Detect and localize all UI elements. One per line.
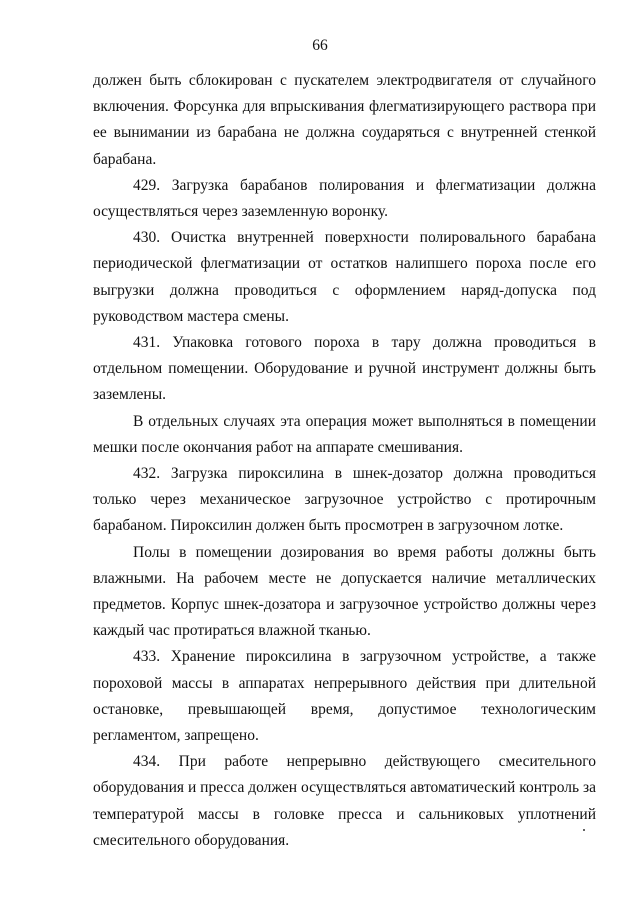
paragraph-430: 430. Очистка внутренней поверхности полировального барабана периодической флегматизации от остатков налипшего пороха после его выгрузки должна проводиться с оформлением наряд-допуска под руководством мастера смены. <box>93 229 596 325</box>
scan-speck <box>583 829 585 831</box>
paragraph-431: 431. Упаковка готового пороха в тару должна проводиться в отдельном помещении. Оборудование и ручной инструмент должны быть заземлены. <box>93 334 596 404</box>
paragraph-continuation: должен быть сблокирован с пускателем электродвигателя от случайного включения. Форсунка для впрыскивания флегматизирующего раствора при ее вынимании из барабана не должна соударяться с внутренней стенкой барабана. <box>93 72 596 168</box>
paragraph-434: 434. При работе непрерывно действующего смесительного оборудования и пресса должен осуществляться автоматический контроль за температурой массы в головке пресса и сальниковых уплотнений смесительного оборудования. <box>93 753 596 849</box>
paragraph-432: 432. Загрузка пироксилина в шнек-дозатор должна проводиться только через механическое загрузочное устройство с протирочным барабаном. Пироксилин должен быть просмотрен в загрузочном лотке. <box>93 465 596 535</box>
paragraph-431-note: В отдельных случаях эта операция может выполняться в помещении мешки после окончания работ на аппарате смешивания. <box>93 412 596 456</box>
document-body <box>93 68 596 854</box>
paragraph-432-note: Полы в помещении дозирования во время работы должны быть влажными. На рабочем месте не допускается наличие металлических предметов. Корпус шнек-дозатора и загрузочное устройство должны через каждый час протираться влажной тканью. <box>93 543 596 640</box>
paragraph-429: 429. Загрузка барабанов полирования и флегматизации должна осуществляться через заземленную воронку. <box>93 176 596 221</box>
page-number: 66 <box>312 37 328 54</box>
paragraph-433: 433. Хранение пироксилина в загрузочном устройстве, а также пороховой массы в аппаратах непрерывного действия при длительной остановке, превышающей время, допустимое технологическим регламентом, запрещено. <box>93 648 596 745</box>
